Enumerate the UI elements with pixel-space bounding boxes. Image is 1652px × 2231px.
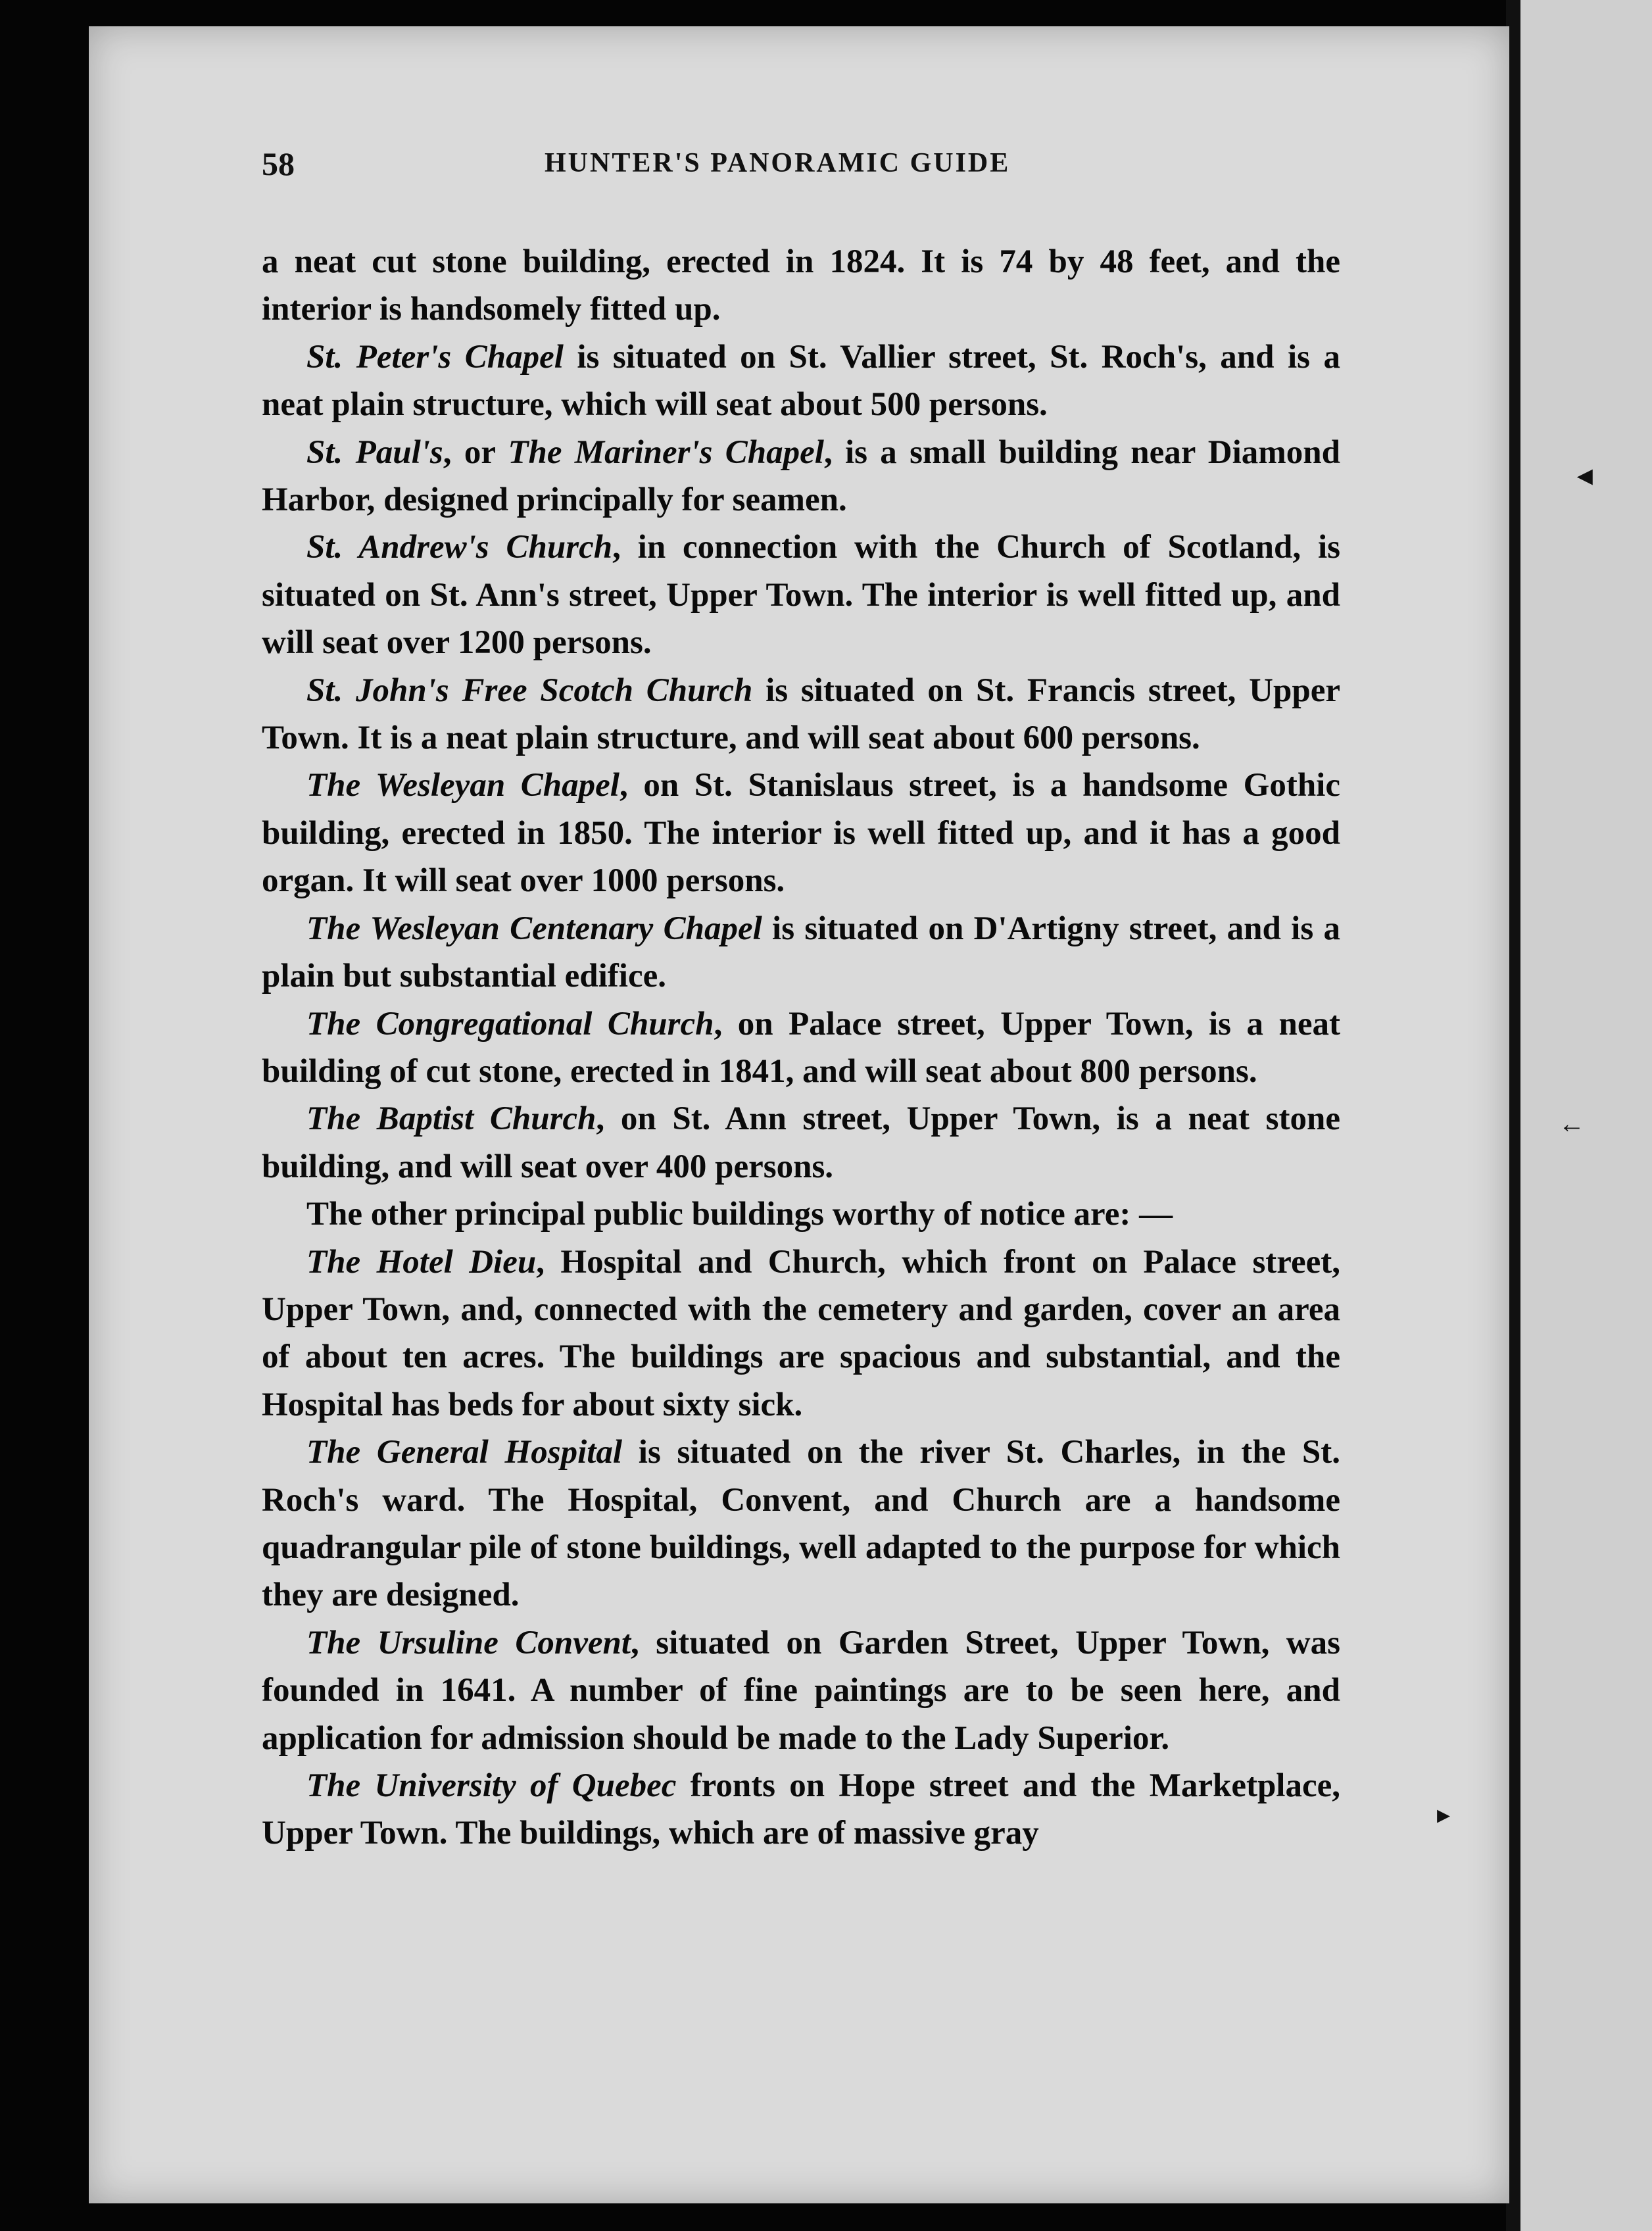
- paragraph: [262, 333, 1340, 429]
- margin-mark-arrow: ←: [1559, 1109, 1585, 1139]
- text-run: , on Palace street, Upper Town, is a neat building of cut stone, erected in 1841, and will seat about 800 persons.: [262, 1005, 1340, 1090]
- text-run: fronts on Hope street and the Marketplace, Upper Town. The buildings, which are of massive gray: [262, 1767, 1341, 1852]
- text-run: is situated on the river St. Charles, in the St. Roch's ward. The Hospital, Convent, and Church are a handsome quadrangular pile of stone buildings, well adapted to the purpose for which they are designed.: [262, 1434, 1341, 1614]
- paragraph: [262, 1619, 1340, 1762]
- paragraph: [262, 762, 1340, 904]
- text-run: The other principal public buildings worthy of notice are: —: [306, 1196, 1173, 1233]
- text-run: is situated on St. Vallier street, St. Roch's, and is a neat plain structure, which will seat about 500 persons.: [262, 338, 1340, 424]
- text-run: , in connection with the Church of Scotland, is situated on St. Ann's street, Upper Town. The interior is well fitted up, and will seat over 1200 persons.: [262, 529, 1340, 662]
- body-text: [262, 238, 1340, 1857]
- text-run: is situated on D'Artigny street, and is a plain but substantial edifice.: [262, 910, 1340, 995]
- italic-heading: The Hotel Dieu: [306, 1243, 537, 1281]
- text-run: , Hospital and Church, which front on Palace street, Upper Town, and, connected with the cemetery and garden, cover an area of about ten acres. The buildings are spacious and substantial, and the Hospital has beds for about sixty sick.: [262, 1243, 1340, 1423]
- margin-mark-arrow: ▸: [1437, 1800, 1451, 1829]
- paragraph: [262, 1238, 1340, 1429]
- paragraph: [262, 429, 1340, 524]
- paragraph: [262, 1000, 1340, 1096]
- paragraph: [262, 524, 1340, 666]
- italic-heading: The Baptist Church: [306, 1100, 596, 1138]
- paragraph: [262, 238, 1340, 333]
- paragraph: [262, 1429, 1340, 1619]
- italic-heading: St. Paul's: [306, 433, 443, 471]
- italic-heading: The Wesleyan Centenary Chapel: [306, 910, 762, 947]
- italic-heading: St. Andrew's Church: [306, 529, 613, 566]
- italic-heading: The Congregational Church: [306, 1005, 714, 1042]
- text-run: , is a small building near Diamond Harbor, designed principally for seamen.: [262, 433, 1340, 519]
- text-run: is situated on St. Francis street, Upper Town. It is a neat plain structure, and will seat about 600 persons.: [262, 672, 1340, 757]
- paragraph: [262, 1762, 1340, 1857]
- italic-heading: St. John's Free Scotch Church: [306, 672, 753, 709]
- page-number: 58: [262, 145, 295, 182]
- text-run: , situated on Garden Street, Upper Town, was founded in 1641. A number of fine paintings are to be seen here, and application for admission should be made to the Lady Superior.: [262, 1624, 1340, 1757]
- paragraph: [262, 905, 1340, 1000]
- running-head: [262, 145, 1347, 184]
- italic-heading: The Wesleyan Chapel: [306, 767, 620, 804]
- text-run: a neat cut stone building, erected in 1824. It is 74 by 48 feet, and the interior is handsomely fitted up.: [262, 243, 1340, 328]
- paragraph: [262, 1095, 1340, 1190]
- running-title: HUNTER'S PANORAMIC GUIDE: [545, 148, 1011, 178]
- italic-heading: The Mariner's Chapel: [508, 433, 824, 471]
- italic-heading: St. Peter's Chapel: [306, 338, 564, 376]
- italic-heading: The Ursuline Convent: [306, 1624, 631, 1661]
- margin-mark-arrow: ◄: [1572, 461, 1598, 491]
- paragraph: [262, 1190, 1340, 1238]
- paragraph: [262, 667, 1340, 762]
- italic-heading: The General Hospital: [306, 1434, 623, 1471]
- text-run: , on St. Ann street, Upper Town, is a neat stone building, and will seat over 400 persons.: [262, 1100, 1340, 1185]
- italic-heading: The University of Quebec: [306, 1767, 677, 1804]
- text-run: , on St. Stanislaus street, is a handsome Gothic building, erected in 1850. The interior is well fitted up, and it has a good organ. It will seat over 1000 persons.: [262, 767, 1340, 900]
- text-run: , or: [443, 433, 508, 471]
